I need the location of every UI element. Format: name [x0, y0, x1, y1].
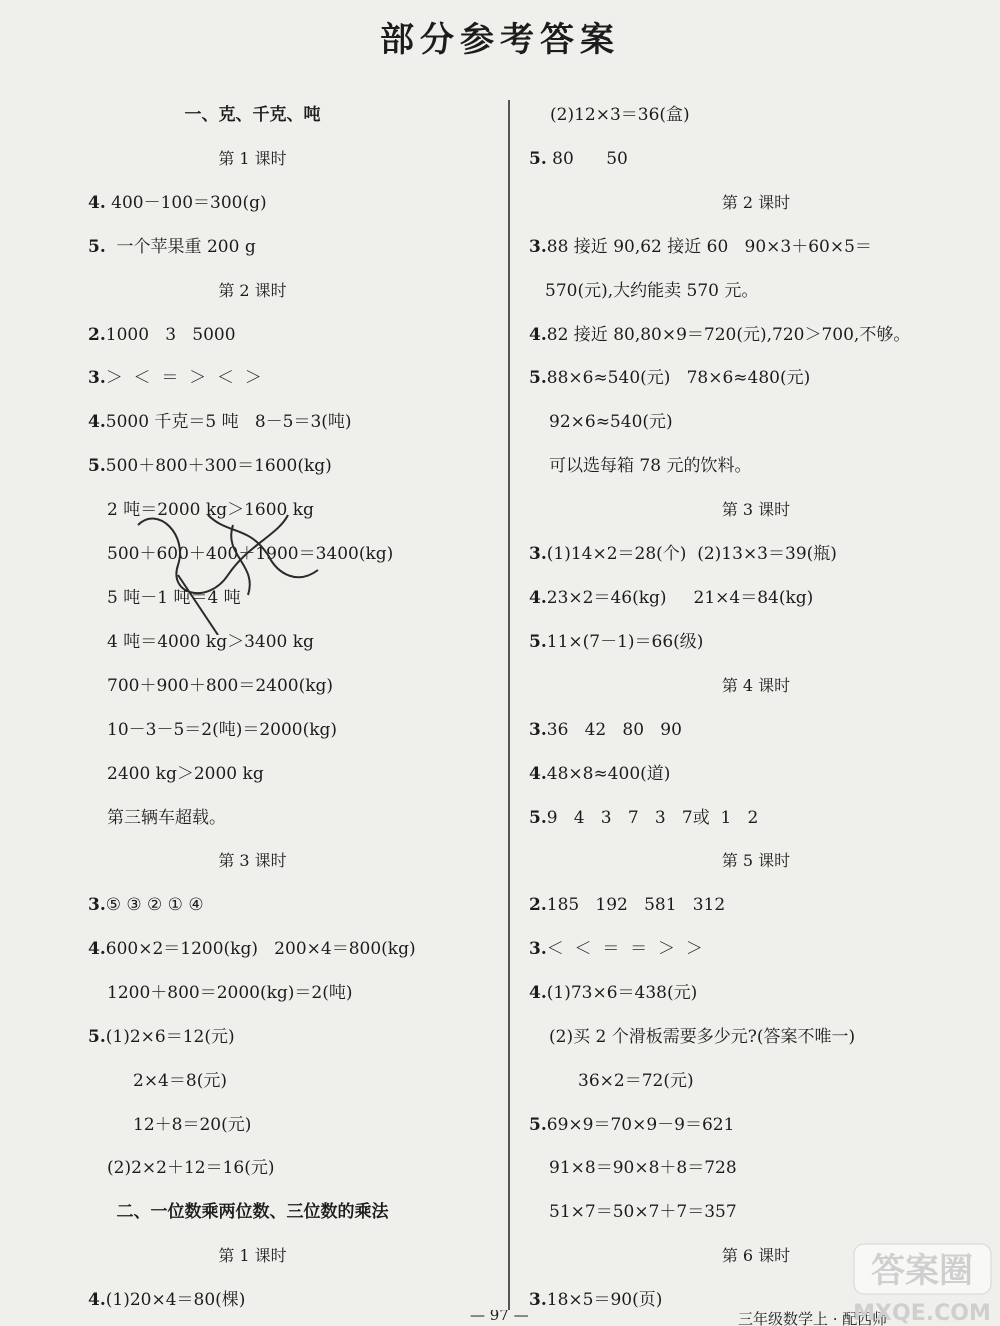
question-number: 4.: [529, 983, 547, 1003]
answer-text: (2)买 2 个滑板需要多少元?(答案不唯一): [549, 1027, 856, 1047]
answer-text: (2)2×2＋12＝16(元): [107, 1158, 275, 1178]
answer-text: 185 192 581 312: [546, 895, 726, 915]
answer-line: [529, 1289, 662, 1311]
answer-line: [529, 543, 837, 565]
answer-line: [529, 631, 703, 653]
page-number: — 97 —: [470, 1310, 529, 1324]
question-number: 5.: [529, 1115, 547, 1135]
handwritten-scribble: [118, 495, 328, 635]
answer-line: [529, 587, 813, 609]
answer-text: 1000 3 5000: [105, 325, 236, 345]
lesson-heading: 第 5 课时: [721, 851, 791, 870]
answer-text: (1)20×4＝80(棵): [105, 1290, 246, 1310]
answer-line: [529, 807, 758, 829]
answer-text: 36 42 80 90: [546, 720, 682, 740]
answer-text: 5000 千克＝5 吨 8－5＝3(吨): [105, 412, 352, 432]
site-watermark-logo: [850, 1240, 995, 1326]
question-number: 5.: [529, 808, 547, 828]
answer-text: 570(元),大约能卖 570 元。: [545, 281, 759, 301]
answer-text: ＜ ＜ ＝ ＝ ＞ ＞: [546, 939, 703, 959]
question-number: 5.: [88, 1027, 106, 1047]
question-number: 4.: [529, 588, 547, 608]
answer-line: [529, 367, 810, 389]
answer-line: [529, 938, 703, 960]
lesson-heading: 第 1 课时: [218, 1246, 287, 1265]
question-number: 3.: [88, 368, 106, 388]
answer-text: ⑤ ③ ② ① ④: [105, 895, 204, 915]
answer-line: [88, 1289, 245, 1311]
lesson-heading: 第 1 课时: [218, 149, 287, 168]
lesson-heading: 第 3 课时: [218, 851, 287, 870]
answer-line: [88, 192, 267, 214]
question-number: 2.: [529, 895, 547, 915]
svg-text:MXQE.COM: MXQE.COM: [853, 1301, 991, 1326]
answer-text: (1)14×2＝28(个) (2)13×3＝39(瓶): [546, 544, 837, 564]
question-number: 3.: [529, 939, 547, 959]
answer-text: 69×9＝70×9－9＝621: [546, 1115, 735, 1135]
page-title: 部分参考答案: [380, 20, 620, 60]
answer-line: [529, 719, 682, 741]
question-number: 4.: [88, 1290, 106, 1310]
answer-text: 600×2＝1200(kg) 200×4＝800(kg): [105, 939, 416, 959]
answer-text: 2×4＝8(元): [133, 1071, 227, 1091]
lesson-heading: 第 4 课时: [721, 676, 791, 695]
answer-text: 80 50: [546, 149, 628, 169]
answer-text: 第三辆车超载。: [107, 808, 226, 828]
answer-text: 2 吨＝2000 kg＞1600 kg: [107, 500, 314, 520]
question-number: 5.: [88, 456, 106, 476]
question-number: 5.: [529, 368, 547, 388]
answer-text: (1)2×6＝12(元): [105, 1027, 235, 1047]
answer-text: 48×8≈400(道): [546, 764, 671, 784]
answer-text: 700＋900＋800＝2400(kg): [107, 676, 334, 696]
question-number: 3.: [529, 544, 547, 564]
answer-line: [88, 1026, 235, 1048]
answer-text: 92×6≈540(元): [549, 412, 673, 432]
answer-text: 一个苹果重 200 g: [105, 237, 256, 257]
answer-text: 88 接近 90,62 接近 60 90×3＋60×5＝: [546, 237, 872, 257]
answer-text: 400－100＝300(g): [105, 193, 267, 213]
question-number: 3.: [529, 1290, 547, 1310]
question-number: 4.: [88, 412, 106, 432]
section-heading-2: 二、一位数乘两位数、三位数的乘法: [116, 1202, 389, 1222]
answer-line: [529, 236, 872, 258]
answer-text: 500＋600＋400＋1900＝3400(kg): [107, 544, 394, 564]
answer-text: 12＋8＝20(元): [133, 1115, 252, 1135]
answer-line: [88, 455, 332, 477]
lesson-heading: 第 2 课时: [721, 193, 791, 212]
question-number: 5.: [529, 632, 547, 652]
answer-text: 9 4 3 7 3 7或 1 2: [546, 808, 759, 828]
answer-line: [88, 938, 416, 960]
answer-line: [529, 1114, 734, 1136]
answer-text: 91×8＝90×8＋8＝728: [549, 1158, 737, 1178]
answer-line: [88, 236, 256, 258]
answer-text: (2)12×3＝36(盒): [550, 105, 690, 125]
lesson-heading: 第 6 课时: [721, 1246, 791, 1265]
question-number: 3.: [529, 237, 547, 257]
answer-text: 10－3－5＝2(吨)＝2000(kg): [107, 720, 338, 740]
answer-line: [88, 367, 262, 389]
answer-line: [88, 894, 204, 916]
question-number: 4.: [529, 325, 547, 345]
question-number: 3.: [529, 720, 547, 740]
answer-text: 36×2＝72(元): [578, 1071, 694, 1091]
answer-line: [529, 148, 628, 170]
answer-text: 5 吨－1 吨＝4 吨: [107, 588, 241, 608]
question-number: 4.: [88, 939, 106, 959]
lesson-heading: 第 3 课时: [721, 500, 791, 519]
question-number: 5.: [88, 237, 106, 257]
answer-text: 500＋800＋300＝1600(kg): [105, 456, 332, 476]
answer-text: 23×2＝46(kg) 21×4＝84(kg): [546, 588, 814, 608]
answer-line: [529, 894, 725, 916]
answer-line: [529, 324, 910, 346]
answer-text: 2400 kg＞2000 kg: [107, 764, 264, 784]
answer-text: 1200＋800＝2000(kg)＝2(吨): [107, 983, 353, 1003]
answer-text: 88×6≈540(元) 78×6≈480(元): [546, 368, 811, 388]
answer-line: [529, 982, 697, 1004]
question-number: 4.: [88, 193, 106, 213]
question-number: 5.: [529, 149, 547, 169]
answer-line: [529, 763, 670, 785]
question-number: 4.: [529, 764, 547, 784]
answer-text: 51×7＝50×7＋7＝357: [549, 1202, 737, 1222]
answer-line: [88, 324, 236, 346]
answer-text: (1)73×6＝438(元): [546, 983, 698, 1003]
question-number: 2.: [88, 325, 106, 345]
lesson-heading: 第 2 课时: [218, 281, 287, 300]
column-divider: [508, 100, 510, 1310]
answer-text: 可以选每箱 78 元的饮料。: [549, 456, 752, 476]
svg-text:答案圈: 答案圈: [871, 1251, 973, 1291]
section-heading-1: 一、克、千克、吨: [184, 105, 321, 125]
answer-text: ＞ ＜ ＝ ＞ ＜ ＞: [105, 368, 262, 388]
question-number: 3.: [88, 895, 106, 915]
answer-text: 11×(7－1)＝66(级): [546, 632, 704, 652]
answer-line: [88, 411, 352, 433]
answer-text: 18×5＝90(页): [546, 1290, 663, 1310]
answer-text: 82 接近 80,80×9＝720(元),720＞700,不够。: [546, 325, 911, 345]
book-label: 三年级数学上 · 配西师: [738, 1310, 888, 1326]
answer-text: 4 吨＝4000 kg＞3400 kg: [107, 632, 314, 652]
